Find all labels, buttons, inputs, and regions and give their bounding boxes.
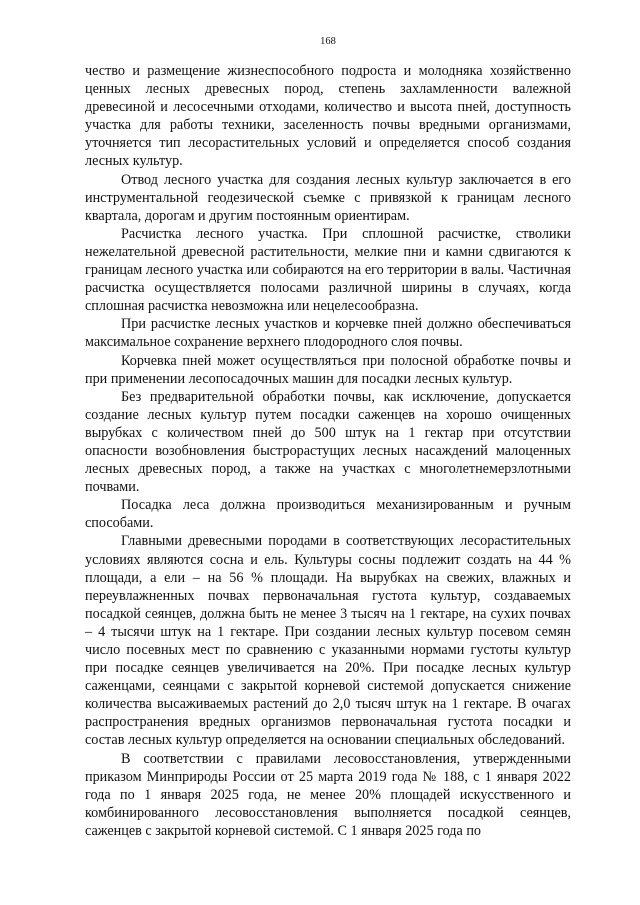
paragraph-planting-methods: Посадка леса должна производиться механизированным и ручным способами. — [85, 497, 571, 532]
paragraph-soil-preservation: При расчистке лесных участков и корчевке пней должно обеспечиваться максимальное сохранение верхнего плодородного слоя почвы. — [85, 316, 571, 351]
page-number: 168 — [320, 36, 336, 47]
paragraph-regulations: В соответствии с правилами лесовосстановления, утвержденными приказом Минприроды России от 25 марта 2019 года № 188, с 1 января 2022 года по 1 января 2025 года, не менее 20% площадей искусственного и комбинированного лесовосстановления выполняется посадкой сеянцев, саженцев с закрытой корневой системой. С 1 января 2025 года по — [85, 750, 571, 839]
paragraph-stump-removal: Корчевка пней может осуществляться при полосной обработке почвы и при применении лесопосадочных машин для посадки лесных культур. — [85, 352, 571, 387]
paragraph-allotment: Отвод лесного участка для создания лесных культур заключается в его инструментальной геодезической съемке с привязкой к границам лесного квартала, дорогам и другим постоянным ориентирам. — [85, 171, 571, 224]
paragraph-continued: чество и размещение жизнеспособного подроста и молодняка хозяйственно ценных лесных древесных пород, степень захламленности валежной древесиной и лесосечными отходами, количество и высота пней, доступность участка для работы техники, заселенность почвы вредными организмами, уточняется тип лесорастительных условий и определяется способ создания лесных культур. — [85, 63, 571, 170]
paragraph-clearing: Расчистка лесного участка. При сплошной расчистке, стволики нежелательной древесной растительности, мелкие пни и камни сдвигаются к границам лесного участка или собираются на его территории в валы. Частичная расчистка осуществляется полосами различной ширины в случаях, когда сплошная расчистка невозможна или нецелесообразна. — [85, 225, 571, 315]
paragraph-no-tillage: Без предварительной обработки почвы, как исключение, допускается создание лесных культур путем посадки саженцев на хорошо очищенных вырубках с количеством пней до 500 штук на 1 гектар при отсутствии опасности возобновления быстрорастущих лесных насаждений малоценных лесных древесных пород, а также на участках с многолетнемерзлотными почвами. — [85, 388, 571, 496]
paragraph-main-species: Главными древесными породами в соответствующих лесорастительных условиях являются сосна и ель. Культуры сосны подлежит создать на 44 % площади, а ели – на 56 % площади. На вырубках на свежих, влажных и переувлажненных почвах первоначальная густота культур, создаваемых посадкой сеянцев, должна быть не менее 3 тысяч на 1 гектаре, на сухих почвах – 4 тысячи штук на 1 гектаре. При создании лесных культур посевом семян число посевных мест по сравнению с указанными нормами густоты культур при посадке сеянцев увеличивается на 20%. При посадке лесных культур саженцами, сеянцами с закрытой корневой системой допускается снижение количества высаживаемых растений до 2,0 тысяч штук на 1 гектаре. В очагах распространения вредных организмов первоначальная густота посадки и состав лесных культур определяется на основании специальных обследований. — [85, 533, 571, 749]
